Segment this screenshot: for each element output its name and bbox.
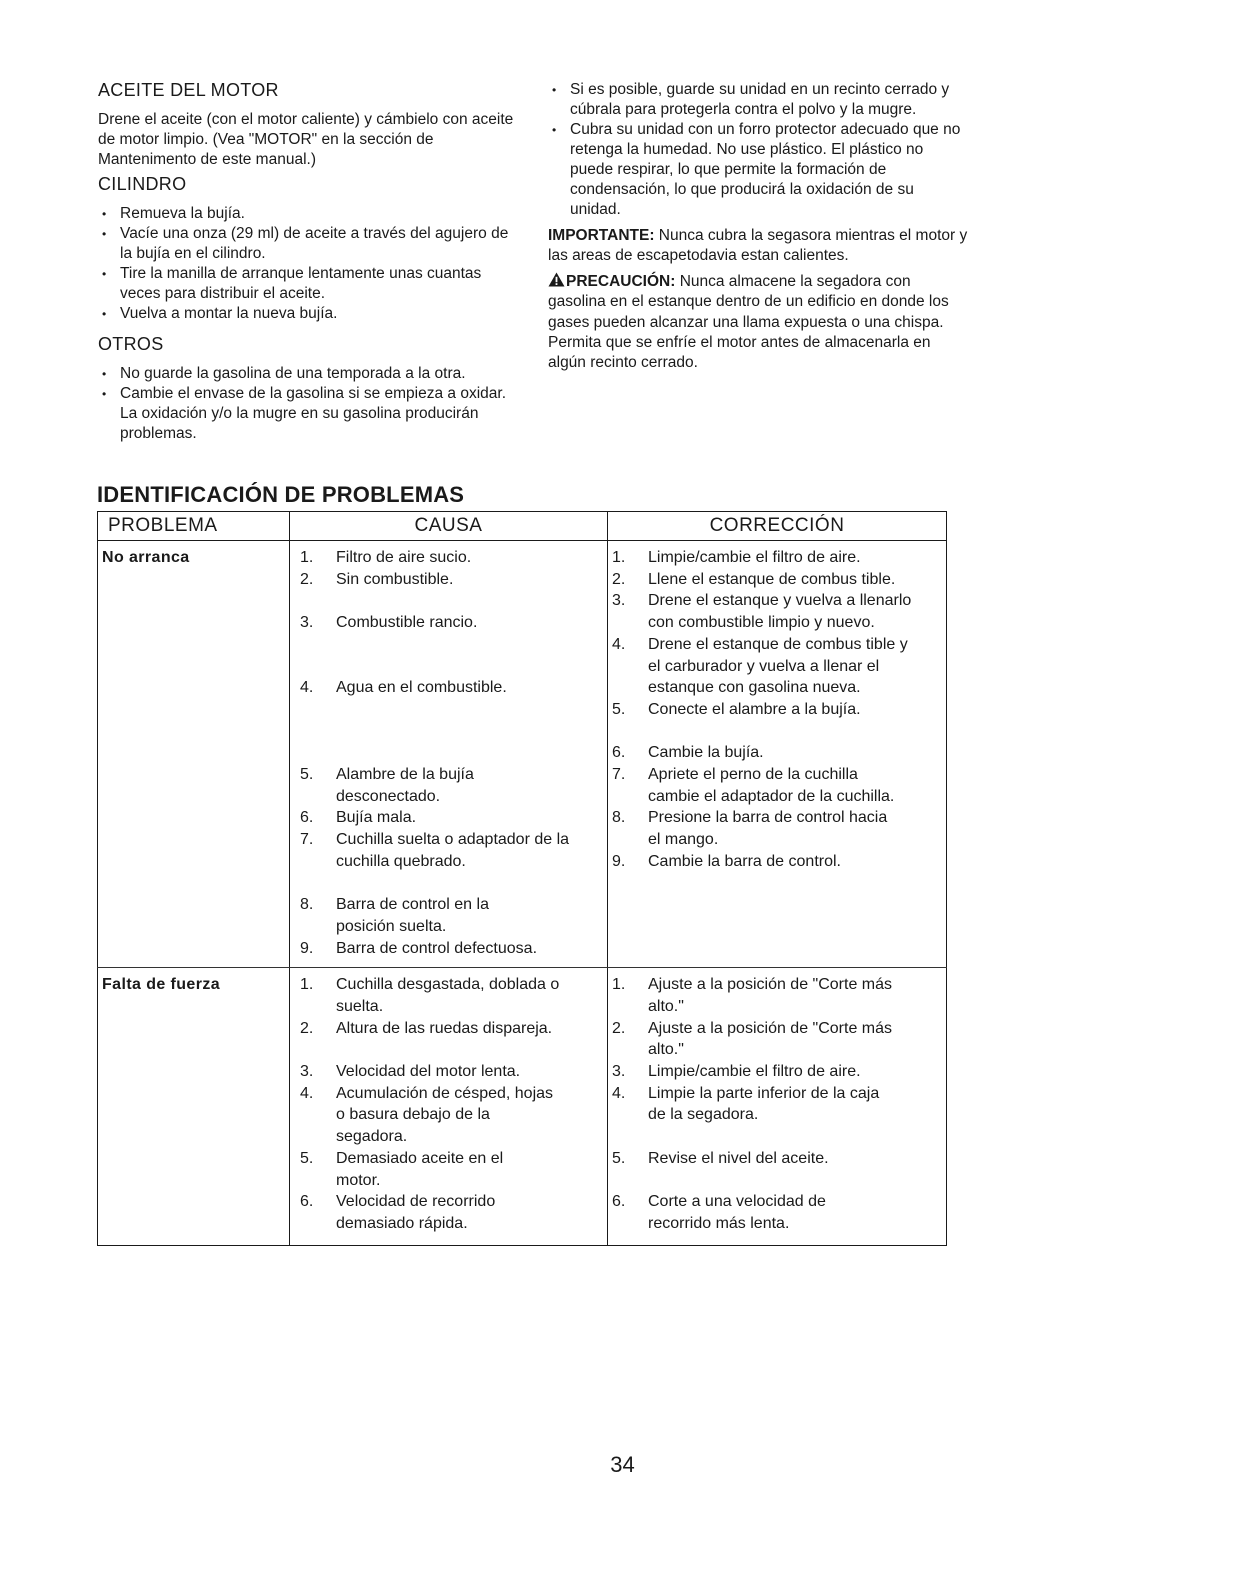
correction-cell <box>608 968 947 1245</box>
section-title-cilindro: CILINDRO <box>98 174 187 194</box>
correction-item: 3. Limpie/cambie el filtro de aire. <box>612 1063 861 1081</box>
cause-item: 7. Cuchilla suelta o adaptador de la cuchilla quebrado. <box>300 831 570 870</box>
list-item: • Cambie el envase de la gasolina si se empieza a oxidar. La oxidación y/o la mugre en su gasolina producirán problemas. <box>98 384 518 444</box>
correction-item: 8. Presione la barra de control hacia el mango. <box>612 809 888 849</box>
correction-item: 1. Limpie/cambie el filtro de aire. <box>612 549 861 566</box>
table-row <box>98 968 947 1245</box>
cause-item: 5. Alambre de la bujía desconectado. <box>300 765 474 805</box>
cause-item: 5. Demasiado aceite en el motor. <box>300 1149 504 1189</box>
precaucion-text: Nunca almacene la segadora con gasolina en el estanque dentro de un edificio en donde los gases pueden alcanzar una llama expuesta o una chispa. Permita que se enfríe el motor antes de almacenarla en algún recinto cerrado. <box>548 273 949 372</box>
cause-item: 3. Combustible rancio. <box>300 614 478 632</box>
left-column <box>98 80 518 450</box>
list-item: • Vuelva a montar la nueva bujía. <box>98 304 518 324</box>
correction-item: 4. Drene el estanque de combus tible y el carburador y vuelva a llenar el estanque con gasolina nueva. <box>612 635 908 697</box>
page-number: 34 <box>610 1452 635 1477</box>
cause-item: 2. Altura de las ruedas dispareja. <box>300 1019 553 1037</box>
list-item: • Tire la manilla de arranque lentamente unas cuantas veces para distribuir el aceite. <box>98 264 518 304</box>
importante-text: Nunca cubra la segasora mientras el motor y las areas de escapetodavia estan calientes. <box>548 227 968 264</box>
cause-item: 2. Sin combustible. <box>300 570 454 588</box>
problem-cell: No arranca <box>98 541 290 968</box>
section-title-otros: OTROS <box>98 334 164 354</box>
cause-cell <box>290 968 608 1245</box>
correction-item: 4. Limpie la parte inferior de la caja de la segadora. <box>612 1084 880 1124</box>
cause-item: 9. Barra de control defectuosa. <box>300 939 538 957</box>
correction-item: 5. Conecte el alambre a la bujía. <box>612 700 861 718</box>
cause-item: 4. Agua en el combustible. <box>300 679 507 697</box>
correction-item: 2. Llene el estanque de combus tible. <box>612 570 896 588</box>
precaucion-label: PRECAUCIÓN: <box>566 273 676 290</box>
cause-cell <box>290 541 608 968</box>
storage-list <box>548 80 968 220</box>
cause-item: 4. Acumulación de césped, hojas o basura debajo de la segadora. <box>300 1084 554 1146</box>
problem-cell: Falta de fuerza <box>98 968 290 1245</box>
importante-label: IMPORTANTE: <box>548 227 655 244</box>
correction-item: 9. Cambie la barra de control. <box>612 852 841 870</box>
section-title-aceite: ACEITE DEL MOTOR <box>98 80 279 100</box>
correction-item: 6. Cambie la bujía. <box>612 744 764 762</box>
otros-list <box>98 364 518 444</box>
aceite-paragraph: Drene el aceite (con el motor caliente) y cámbielo con aceite de motor limpio. (Vea "MOTOR" en la sección de Mantenimento de este manual.) <box>98 111 514 168</box>
troubleshooting-title: IDENTIFICACIÓN DE PROBLEMAS <box>97 482 465 507</box>
header-causa: CAUSA <box>290 512 608 541</box>
correction-item: 2. Ajuste a la posición de "Corte más alto." <box>612 1019 893 1059</box>
cause-item: 1. Cuchilla desgastada, doblada o suelta. <box>300 976 560 1015</box>
correction-item: 3. Drene el estanque y vuelva a llenarlo con combustible limpio y nuevo. <box>612 592 912 632</box>
correction-item: 1. Ajuste a la posición de "Corte más alto." <box>612 976 893 1015</box>
table-header-row <box>98 512 947 541</box>
list-item: • Vacíe una onza (29 ml) de aceite a través del agujero de la bujía en el cilindro. <box>98 224 518 264</box>
list-item: • Si es posible, guarde su unidad en un recinto cerrado y cúbrala para protegerla contra el polvo y la mugre. <box>548 80 968 120</box>
warning-triangle-icon <box>548 272 565 287</box>
correction-cell <box>608 541 947 968</box>
cause-item: 1. Filtro de aire sucio. <box>300 549 472 566</box>
cause-item: 3. Velocidad del motor lenta. <box>300 1063 521 1080</box>
list-item: • Cubra su unidad con un forro protector adecuado que no retenga la humedad. No use plástico. El plástico no puede respirar, lo que permite la formación de condensación, lo que producirá la oxidación de su unidad. <box>548 120 968 220</box>
cilindro-list <box>98 204 518 324</box>
header-correccion: CORRECCIÓN <box>608 512 947 541</box>
cause-item: 8. Barra de control en la posición suelta. <box>300 896 489 935</box>
correction-item: 6. Corte a una velocidad de recorrido más lenta. <box>612 1193 826 1232</box>
troubleshooting-table <box>97 511 947 1246</box>
list-item: • Remueva la bujía. <box>98 204 518 224</box>
right-column <box>548 80 968 373</box>
table-row <box>98 541 947 968</box>
precaucion-note <box>548 272 968 373</box>
cause-item: 6. Bujía mala. <box>300 809 417 827</box>
header-problema: PROBLEMA <box>98 512 290 541</box>
cause-item: 6. Velocidad de recorrido demasiado rápida. <box>300 1193 496 1232</box>
correction-item: 5. Revise el nivel del aceite. <box>612 1149 829 1167</box>
list-item: • No guarde la gasolina de una temporada a la otra. <box>98 364 518 384</box>
importante-note <box>548 226 968 266</box>
correction-item: 7. Apriete el perno de la cuchilla cambie el adaptador de la cuchilla. <box>612 766 895 805</box>
